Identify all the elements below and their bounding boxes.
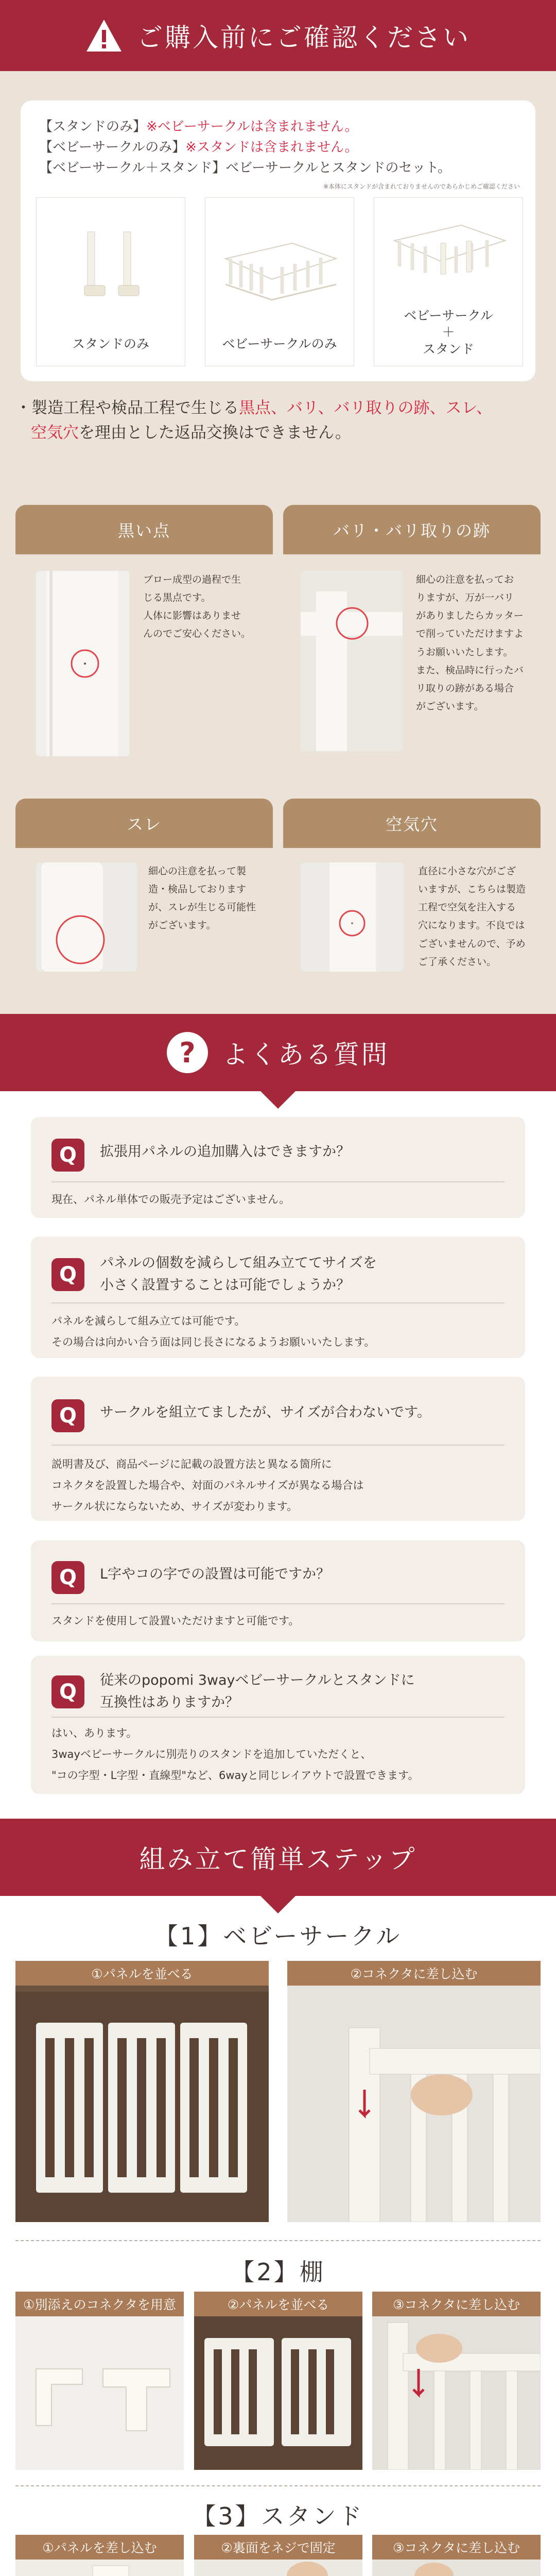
black-dot-photo [36, 571, 130, 756]
faq-item [31, 1117, 525, 1218]
product-caption-combo: ベビーサークル ＋ スタンド [404, 308, 493, 357]
product-card-combo [374, 197, 523, 366]
faq-question: 拡張用パネルの追加購入はできますか？ [100, 1144, 350, 1160]
step-title-stand: 【3】スタンド [192, 2502, 364, 2530]
defect-card-burr [283, 505, 541, 773]
step-divider [15, 2485, 541, 2486]
step-label: ③コネクタに差し込む [372, 2292, 541, 2316]
q-badge: Q [51, 1399, 84, 1432]
defect-description: 細心の注意を払ってお りますが、万が一バリ がありましたらカッター で削っていただけますよ うお願いいたします。 また、検品時に行ったバ リ取りの跡がある場合 がございます。 [416, 574, 524, 712]
q-badge: Q [51, 1561, 84, 1594]
step-label: ①パネルを並べる [15, 1961, 269, 1986]
step-label: ②パネルを並べる [194, 2292, 362, 2316]
air-hole-photo [301, 862, 404, 972]
faq-banner-title: よくある質問 [222, 1040, 389, 1070]
step-label: ①別添えのコネクタを用意 [15, 2292, 184, 2316]
question-icon: ? [167, 1032, 208, 1073]
faq-banner [0, 1014, 556, 1091]
faq-item [31, 1377, 525, 1521]
faq-item [31, 1540, 525, 1641]
step-label: ②コネクタに差し込む [287, 1961, 541, 1986]
step-title-circle: 【1】ベビーサークル [154, 1922, 402, 1950]
q-badge: Q [51, 1258, 84, 1291]
set-line-stand: 【スタンドのみ】※ベビーサークルは含まれません。 [39, 119, 358, 134]
step2-photo-connect [372, 2292, 541, 2470]
step3-photo-insert [15, 2535, 184, 2576]
defect-card-scuff [15, 799, 273, 984]
set-info-panel [21, 100, 535, 381]
set-line-combo: 【ベビーサークル＋スタンド】ベビーサークルとスタンドのセット。 [39, 160, 451, 176]
set-line-circle: 【ベビーサークルのみ】※スタンドは含まれません。 [39, 140, 358, 155]
step3-photo-screw [194, 2535, 362, 2576]
step-label: ②裏面をネジで固定 [194, 2535, 362, 2560]
faq-answer: パネルを減らして組み立ては可能です。 その場合は向かい合う面は同じ長さになるようお願いいたします。 [51, 1315, 375, 1348]
step2-photo-arrange [194, 2292, 362, 2470]
faq-answer: はい、あります。 3wayベビーサークルに別売りのスタンドを追加していただくと、 "コの字型・L字型・直線型"など、6wayと同じレイアウトで設置できます。 [51, 1727, 419, 1782]
warning-icon [85, 17, 123, 54]
defect-title: バリ・バリ取りの跡 [283, 505, 541, 554]
defect-description: ブロー成型の過程で生 じる黒点です。 人体に影響はありませ んのでご安心ください。 [143, 574, 251, 640]
faq-answer: スタンドを使用して設置いただけますと可能です。 [51, 1615, 300, 1627]
q-badge: Q [51, 1675, 84, 1708]
step3-photo-connect [372, 2535, 541, 2576]
defect-title: スレ [15, 799, 273, 848]
set-footnote: ※本体にスタンドが含まれておりませんのであらかじめご確認ください [323, 183, 520, 190]
product-caption-stand: スタンドのみ [72, 336, 149, 351]
return-policy-text: ・製造工程や検品工程で生じる黒点、バリ、バリ取りの跡、スレ、 空気穴を理由とした返品交換はできません。 [15, 399, 492, 443]
faq-item [31, 1656, 525, 1794]
product-card-circle [205, 197, 354, 366]
defect-title: 空気穴 [283, 799, 541, 848]
step2-photo-connector [15, 2292, 184, 2470]
faq-answer: 説明書及び、商品ページに記載の設置方法と異なる箇所に コネクタを設置した場合や、対面のパネルサイズが異なる場合は サークル状にならないため、サイズが変わります。 [51, 1458, 364, 1513]
step1-photo-connect [287, 1961, 541, 2222]
stand-image [37, 213, 185, 314]
defect-card-air-hole [283, 799, 541, 984]
step-divider [15, 2240, 541, 2241]
step-label: ③コネクタに差し込む [372, 2535, 541, 2560]
faq-question: L字やコの字での設置は可能ですか？ [100, 1566, 331, 1582]
faq-item [31, 1236, 525, 1358]
faq-question: パネルの個数を減らして組み立ててサイズを 小さく設置することは可能でしょうか？ [100, 1255, 377, 1294]
faq-question: サークルを組立てましたが、サイズが合わないです。 [100, 1404, 431, 1420]
faq-answer: 現在、パネル単体での販売予定はございません。 [51, 1193, 290, 1206]
q-badge: Q [51, 1139, 84, 1172]
defect-title: 黒い点 [15, 505, 273, 554]
defect-description: 直径に小さな穴がござ いますが、こちらは製造 工程で空気を注入する 穴になります。不良では ございませんので、予め ご了承ください。 [418, 866, 526, 968]
defect-card-black-dot [15, 505, 273, 773]
burr-photo [301, 571, 403, 751]
product-card-stand [36, 197, 185, 366]
notice-banner [0, 0, 556, 71]
step-title-shelf: 【2】棚 [231, 2258, 325, 2286]
faq-question: 従来のpopomi 3wayベビーサークルとスタンドに 互換性はありますか？ [100, 1672, 415, 1711]
step-label: ①パネルを差し込む [15, 2535, 184, 2560]
step1-photo-arrange [15, 1961, 269, 2222]
combo-image [374, 213, 523, 289]
steps-banner [0, 1819, 556, 1896]
baby-circle-image [205, 213, 354, 314]
steps-banner-title: 組み立て簡単ステップ [139, 1844, 417, 1874]
scuff-photo [36, 862, 137, 972]
product-caption-circle: ベビーサークルのみ [222, 336, 337, 351]
defect-description: 細心の注意を払って製 造・検品しております が、スレが生じる可能性 がございます。 [148, 866, 256, 931]
notice-banner-title: ご購入前にご確認ください [137, 23, 471, 53]
